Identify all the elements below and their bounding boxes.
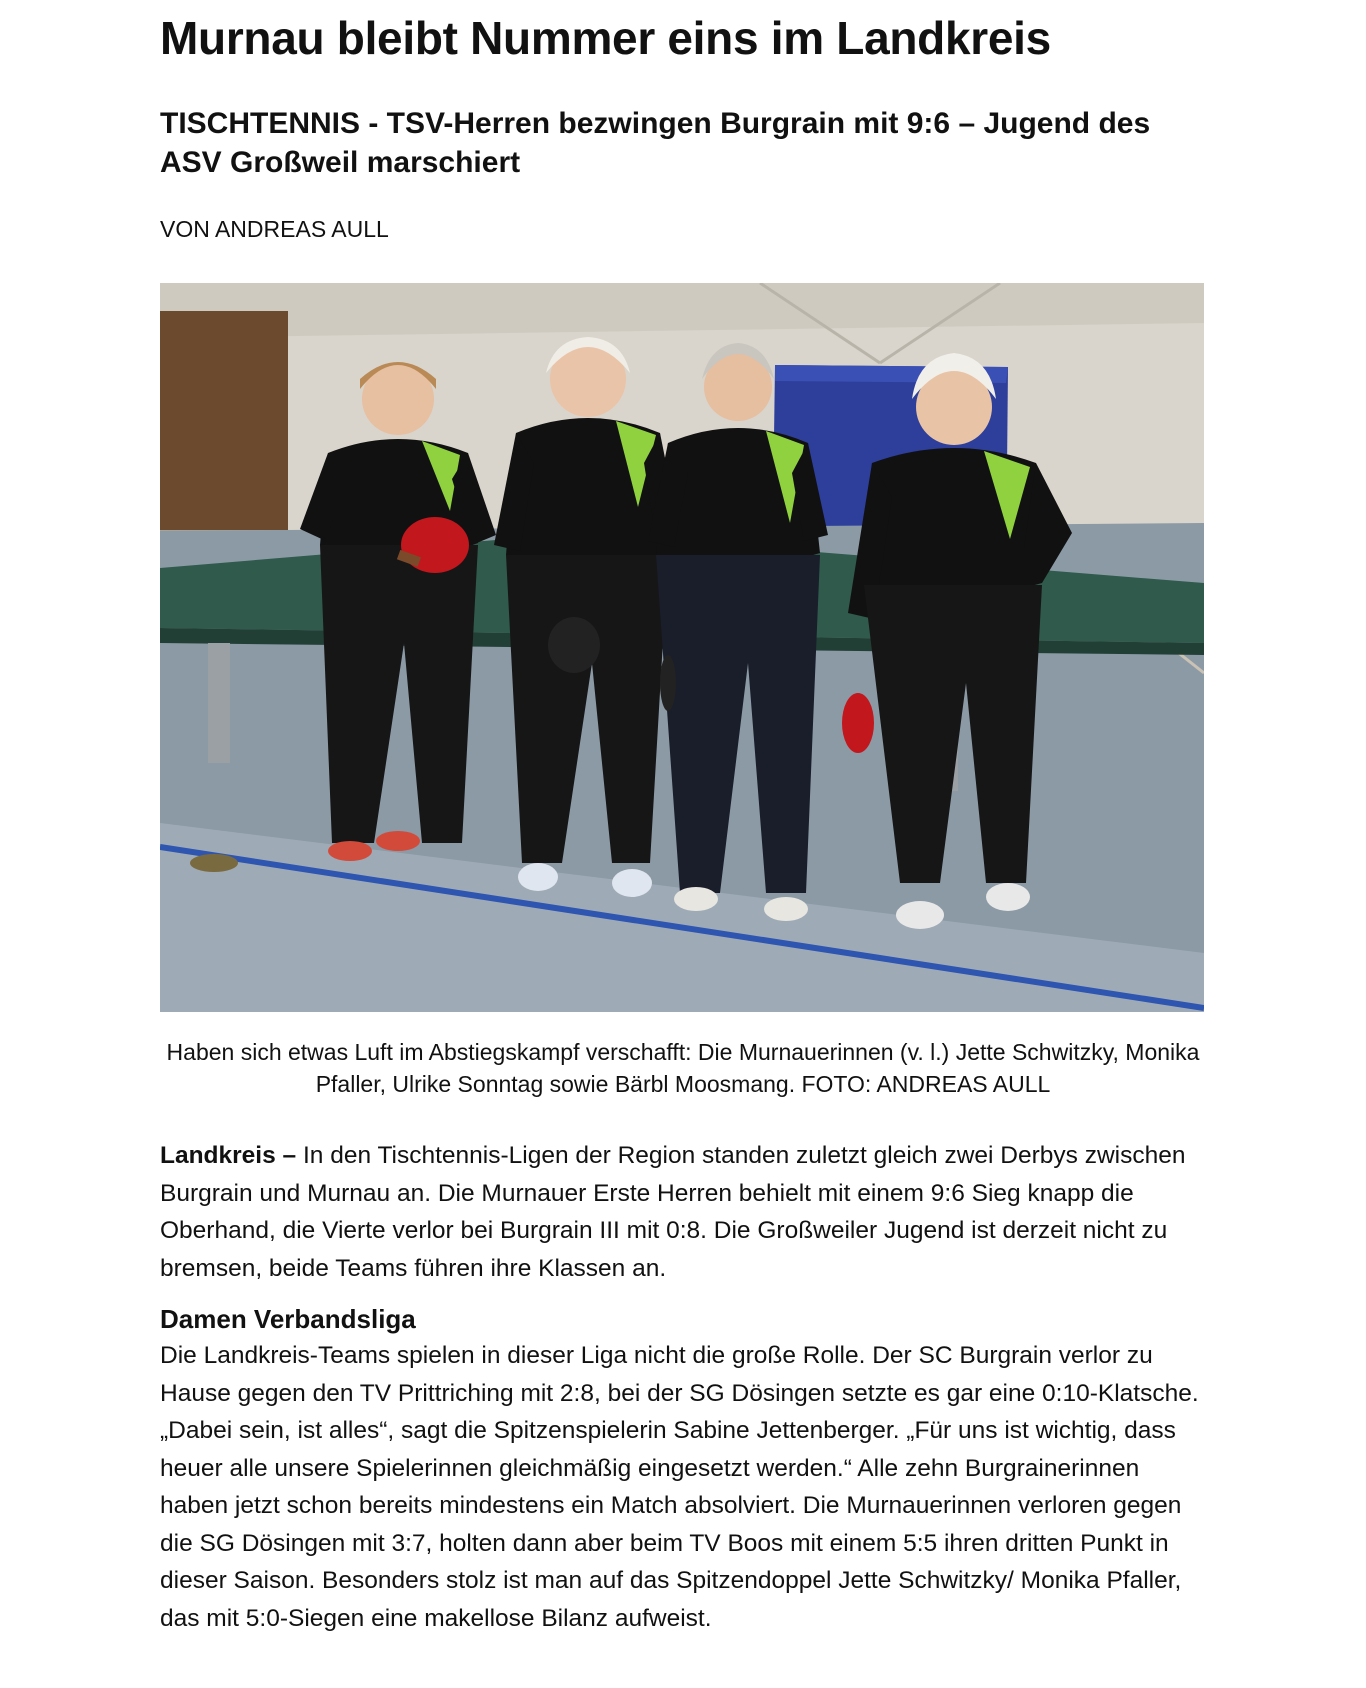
dateline: Landkreis –	[160, 1142, 297, 1169]
article-body	[160, 1137, 1206, 1637]
article	[160, 0, 1206, 1632]
photo-caption: Haben sich etwas Luft im Abstiegskampf verschafft: Die Murnauerinnen (v. l.) Jette Schwitzky, Monika Pfaller, Ulrike Sonntag sowie Bärbl Moosmang. FOTO: ANDREAS AULL	[166, 1039, 1200, 1097]
byline: VON ANDREAS AULL	[160, 216, 389, 242]
lead-text: In den Tischtennis-Ligen der Region standen zuletzt gleich zwei Derbys zwischen Burgrain und Murnau an. Die Murnauer Erste Herren behielt mit einem 9:6 Sieg knapp die Oberhand, die Vierte verlor bei Burgrain III mit 0:8. Die Großweiler Jugend ist derzeit nicht zu bremsen, beide Teams führen ihre Klassen an.	[160, 1142, 1186, 1282]
section-heading: Damen Verbandsliga	[160, 1304, 416, 1334]
subheadline: TISCHTENNIS - TSV-Herren bezwingen Burgrain mit 9:6 – Jugend des ASV Großweil marschiert	[160, 107, 1151, 179]
lead-paragraph	[160, 1137, 1206, 1287]
article-photo	[160, 283, 1204, 1012]
team-photo-illustration	[160, 283, 1204, 1012]
headline: Murnau bleibt Nummer eins im Landkreis	[160, 12, 1051, 64]
section-paragraph: Die Landkreis-Teams spielen in dieser Liga nicht die große Rolle. Der SC Burgrain verlor zu Hause gegen den TV Prittriching mit 2:8, bei der SG Dösingen setzte es gar eine 0:10-Klatsche. „Dabei sein, ist alles“, sagt die Spitzenspielerin Sabine Jettenberger. „Für uns ist wichtig, dass heuer alle unsere Spielerinnen gleichmäßig eingesetzt werden.“ Alle zehn Burgrainerinnen haben jetzt schon bereits mindestens ein Match absolviert. Die Murnauerinnen verloren gegen die SG Dösingen mit 3:7, holten dann aber beim TV Boos mit einem 5:5 ihren dritten Punkt in dieser Saison. Besonders stolz ist man auf das Spitzendoppel Jette Schwitzky/ Monika Pfaller, das mit 5:0-Siegen eine makellose Bilanz aufweist.	[160, 1342, 1199, 1632]
